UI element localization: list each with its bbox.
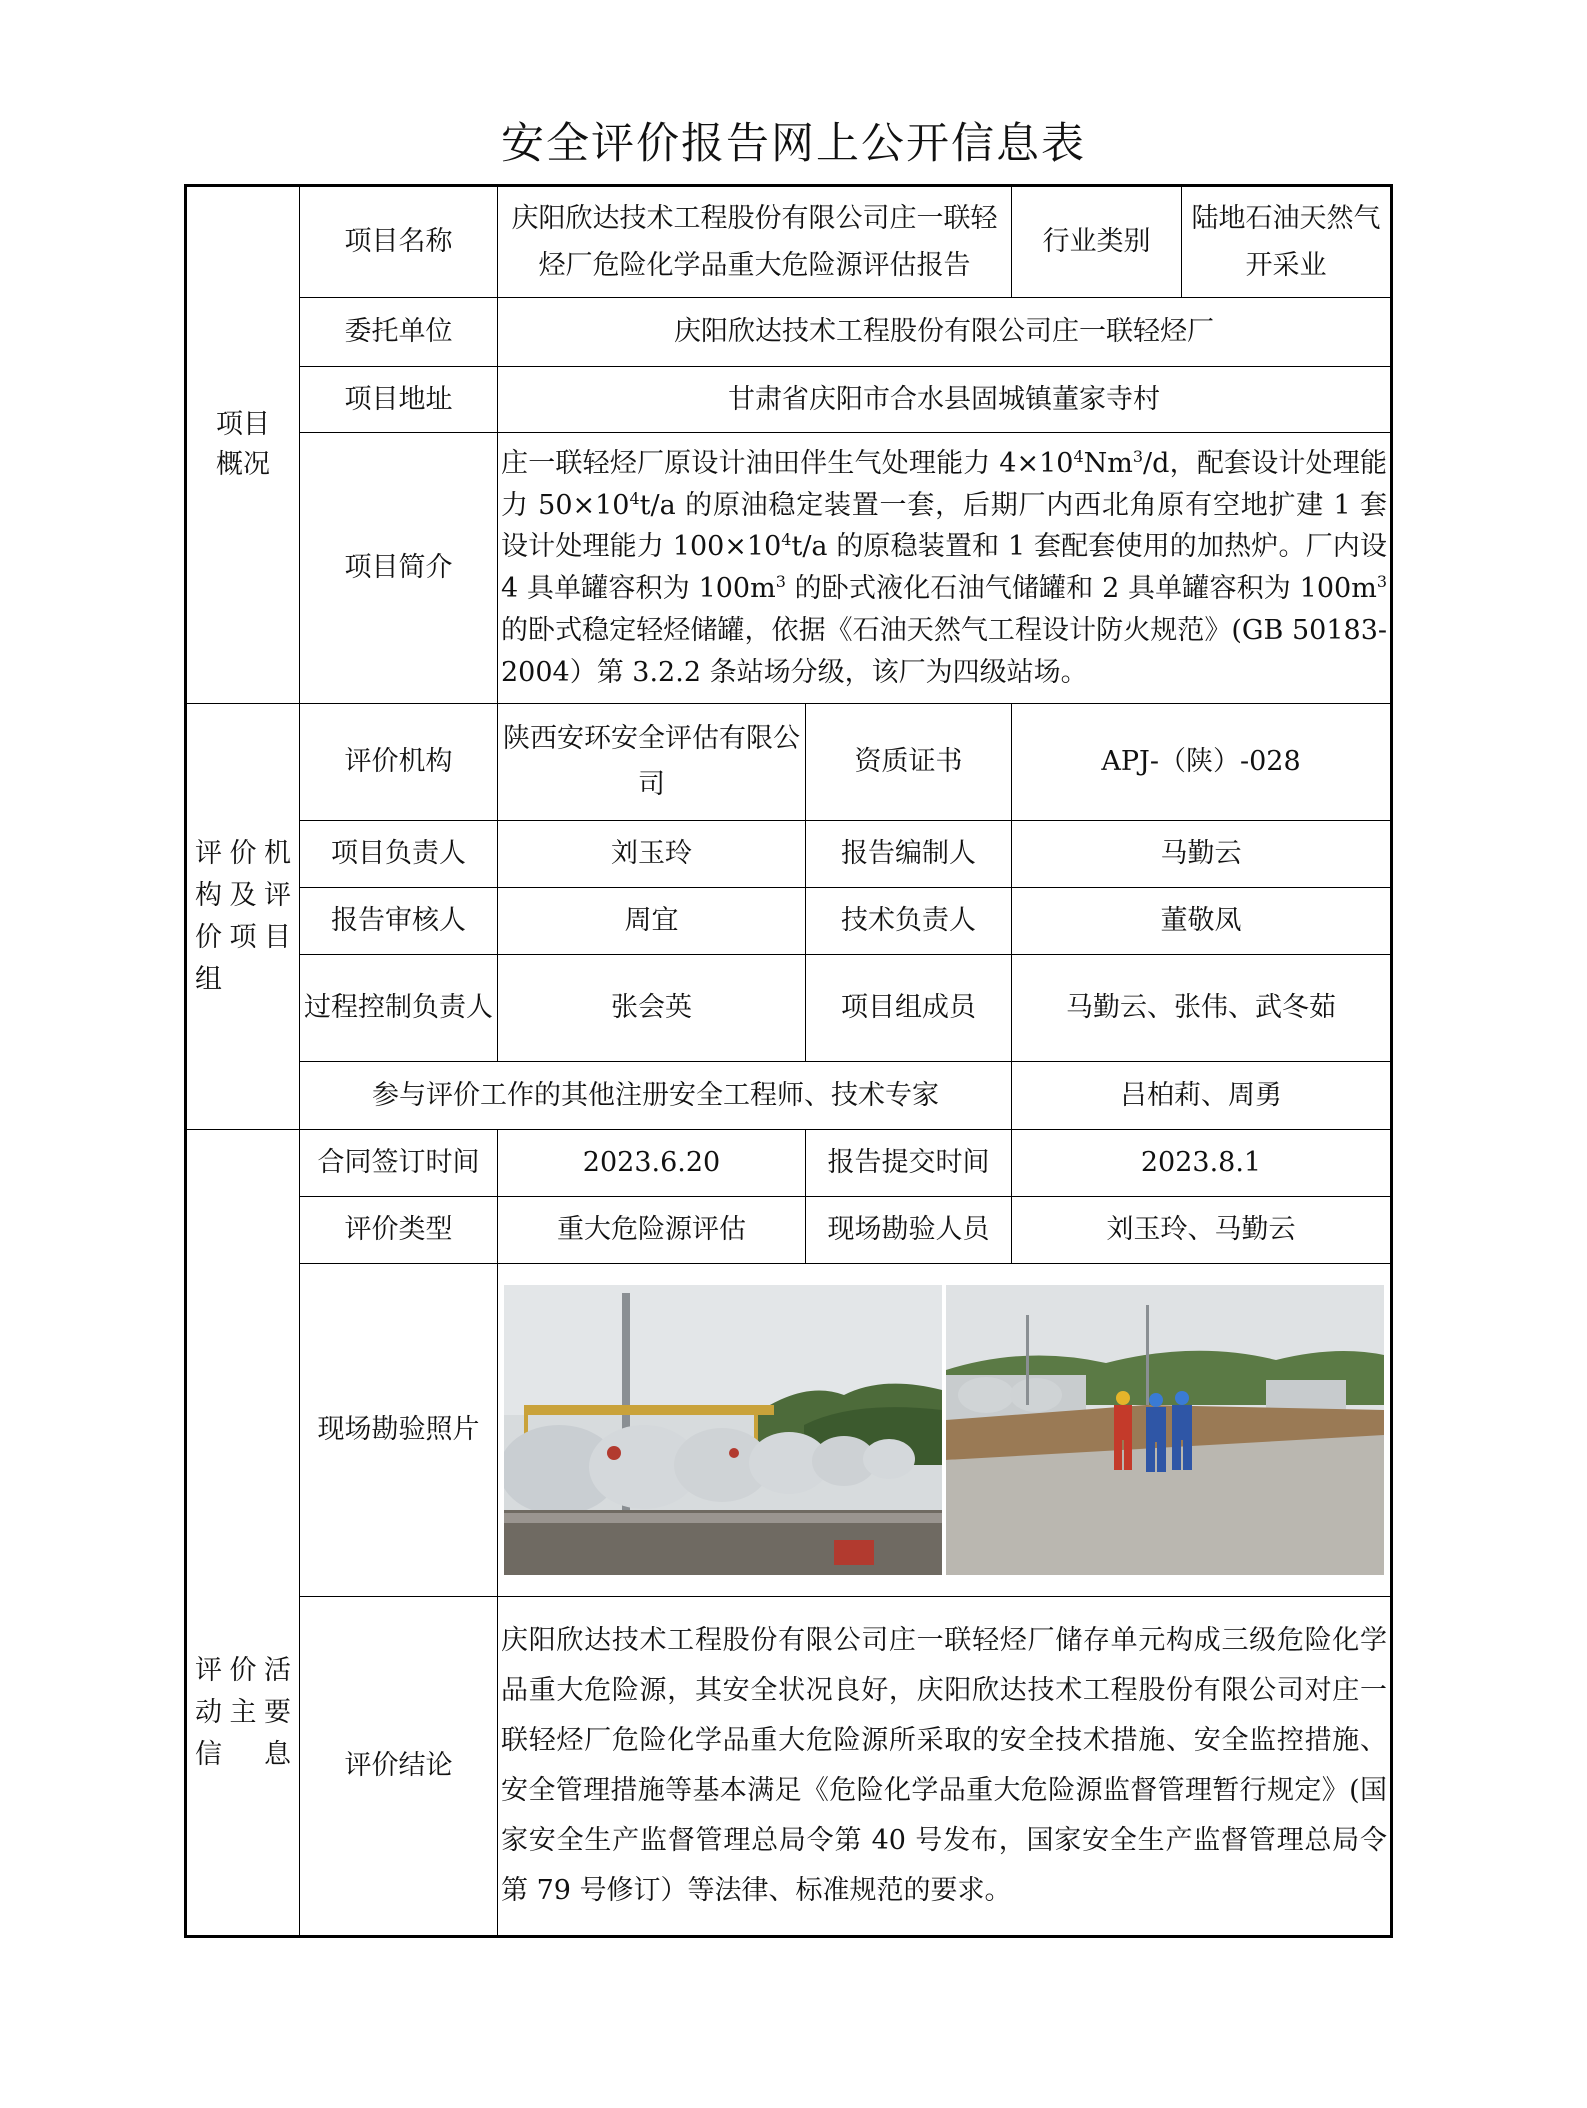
section-team-cell	[186, 704, 300, 1130]
section-team-label: 评价机构及评价项目组	[195, 838, 291, 995]
photos-label: 现场勘验照片	[300, 1263, 498, 1596]
survey-label: 现场勘验人员	[806, 1196, 1012, 1263]
project-name-label: 项目名称	[300, 186, 498, 298]
org-label: 评价机构	[300, 704, 498, 821]
industry-value: 陆地石油天然气开采业	[1182, 186, 1392, 298]
client-value: 庆阳欣达技术工程股份有限公司庄一联轻烃厂	[498, 298, 1392, 367]
section-overview-label: 项目概况	[216, 408, 270, 481]
members-label: 项目组成员	[806, 955, 1012, 1062]
cert-value: APJ-（陕）-028	[1012, 704, 1392, 821]
tech-label: 技术负责人	[806, 888, 1012, 955]
project-name-value: 庆阳欣达技术工程股份有限公司庄一联轻烃厂危险化学品重大危险源评估报告	[498, 186, 1012, 298]
address-label: 项目地址	[300, 367, 498, 433]
intro-label: 项目简介	[300, 433, 498, 704]
tech-value: 董敬凤	[1012, 888, 1392, 955]
leader-value: 刘玉玲	[498, 821, 806, 888]
section-overview-cell	[186, 186, 300, 704]
type-label: 评价类型	[300, 1196, 498, 1263]
client-label: 委托单位	[300, 298, 498, 367]
members-value: 马勤云、张伟、武冬茹	[1012, 955, 1392, 1062]
leader-label: 项目负责人	[300, 821, 498, 888]
type-value: 重大危险源评估	[498, 1196, 806, 1263]
conclusion-label: 评价结论	[300, 1596, 498, 1936]
info-table	[184, 184, 1393, 1938]
submit-value: 2023.8.1	[1012, 1130, 1392, 1196]
submit-label: 报告提交时间	[806, 1130, 1012, 1196]
org-value: 陕西安环安全评估有限公司	[498, 704, 806, 821]
cert-label: 资质证书	[806, 704, 1012, 821]
section-activity-label: 评价活动主要信息	[195, 1654, 291, 1770]
intro-value: 庄一联轻烃厂原设计油田伴生气处理能力 $4\times 10^4Nm^3/d$，配套设计处理能力 $50\times 10^4t/a$ 的原油稳定装置一套，后期厂内西北角原有空地扩建 1 套设计处理能力 $100\times 10^4t/a$ 的原稳装置和 1 套配套使用的加热炉。厂内设 4 具单罐容积为 $100m^3$ 的卧式液化石油气储罐和 2 具单罐容积为 $100m^3$ 的卧式稳定轻烃储罐，依据《石油天然气工程设计防火规范》(GB 50183-2004）第 3.2.2 条站场分级，该厂为四级站场。	[498, 433, 1392, 704]
site-photo-workers	[946, 1285, 1384, 1575]
reviewer-value: 周宜	[498, 888, 806, 955]
photos-cell	[498, 1263, 1392, 1596]
section-activity-cell	[186, 1130, 300, 1937]
contract-value: 2023.6.20	[498, 1130, 806, 1196]
industry-label: 行业类别	[1012, 186, 1182, 298]
author-label: 报告编制人	[806, 821, 1012, 888]
contract-label: 合同签订时间	[300, 1130, 498, 1196]
experts-label: 参与评价工作的其他注册安全工程师、技术专家	[300, 1062, 1012, 1130]
survey-value: 刘玉玲、马勤云	[1012, 1196, 1392, 1263]
address-value: 甘肃省庆阳市合水县固城镇董家寺村	[498, 367, 1392, 433]
author-value: 马勤云	[1012, 821, 1392, 888]
page-title: 安全评价报告网上公开信息表	[501, 119, 1086, 169]
site-photo-tanks	[504, 1285, 942, 1575]
experts-value: 吕柏莉、周勇	[1012, 1062, 1392, 1130]
process-label: 过程控制负责人	[300, 955, 498, 1062]
conclusion-value: 庆阳欣达技术工程股份有限公司庄一联轻烃厂储存单元构成三级危险化学品重大危险源，其安全状况良好，庆阳欣达技术工程股份有限公司对庄一联轻烃厂危险化学品重大危险源所采取的安全技术措施、安全监控措施、安全管理措施等基本满足《危险化学品重大危险源监督管理暂行规定》(国家安全生产监督管理总局令第 40 号发布，国家安全生产监督管理总局令第 79 号修订）等法律、标准规范的要求。	[498, 1596, 1392, 1936]
reviewer-label: 报告审核人	[300, 888, 498, 955]
process-value: 张会英	[498, 955, 806, 1062]
